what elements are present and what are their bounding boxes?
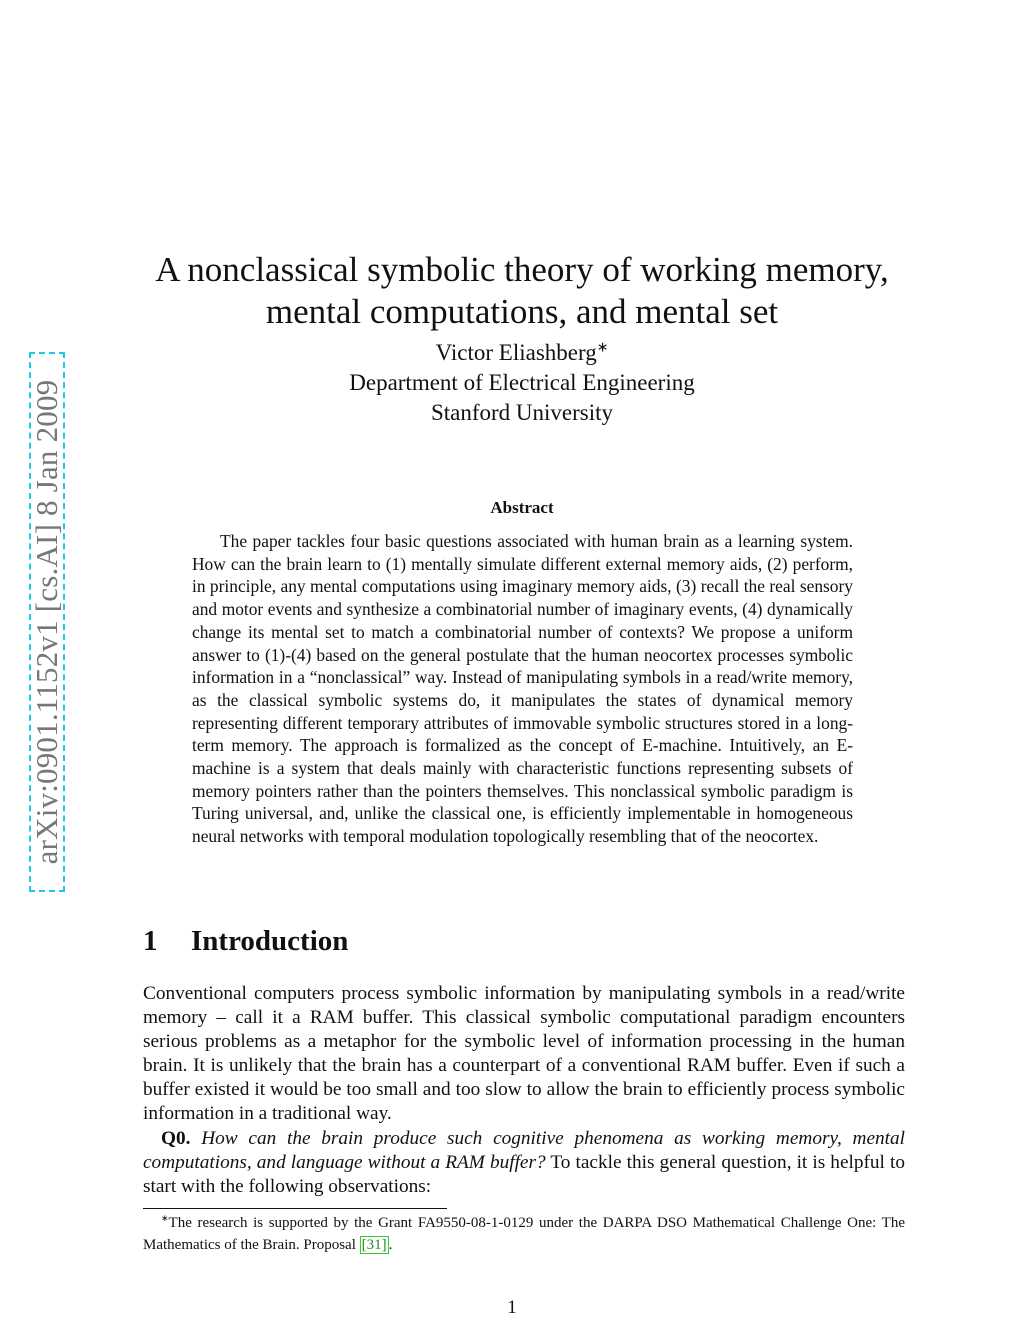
section-heading — [143, 925, 348, 958]
intro-paragraph-1: Conventional computers process symbolic information by manipulating symbols in a read/write memory – call it a RAM buffer. This classical symbolic computational paradigm encounters serious problems as a metaphor for the symbolic level of information processing in the human brain. It is unlikely that the brain has a counterpart of a conventional RAM buffer. Even if such a buffer existed it would be too small and too slow to allow the brain to efficiently process symbolic information in a traditional way. — [143, 983, 905, 1124]
section-number: 1 — [143, 925, 158, 957]
affiliation-university: Stanford University — [430, 400, 614, 425]
question-label: Q0. — [161, 1128, 191, 1149]
footnote-end: . — [388, 1237, 393, 1253]
footnote-rule — [143, 1208, 447, 1209]
arxiv-id: arXiv:0901.1152v1 [cs.AI] 8 Jan 2009 — [29, 379, 64, 865]
author-footnote-mark: ∗ — [596, 339, 609, 355]
author-block — [260, 338, 784, 428]
abstract-text: The paper tackles four basic questions associated with human brain as a learning system. How can the brain learn to (1) mentally simulate different external memory aids, (2) perform, in principle, any mental computations using imaginary memory aids, (3) recall the real sensory and motor events and synthesize a combinatorial number of imaginary events, (4) dynamically change its mental set to match a combinatorial number of contexts? We propose a uniform answer to (1)-(4) based on the general postulate that the human neocortex processes symbolic information in a “nonclassical” way. Instead of manipulating symbols in a read/write memory, as the classical symbolic systems do, it manipulates the states of dynamical memory representing different temporary attributes of immovable symbolic structures stored in a long-term memory. The approach is formalized as the concept of E-machine. Intuitively, an E-machine is a system that deals mainly with characteristic functions representing subsets of memory pointers rather than the pointers themselves. This nonclassical symbolic paradigm is Turing universal, and, unlike the classical one, is efficiently implementable in homogeneous neural networks with temporal modulation topologically resembling that of the neocortex. — [192, 531, 853, 847]
footnote — [143, 1212, 905, 1256]
author-line — [260, 338, 784, 368]
intro-paragraph-2 — [143, 1127, 905, 1199]
footnote-text: The research is supported by the Grant FA9550-08-1-0129 under the DARPA DSO Mathematical Challenge One: The Mathematics of the Brain. Proposal — [143, 1215, 905, 1253]
affiliation-department: Department of Electrical Engineering — [349, 370, 695, 395]
citation-link[interactable]: [31] — [361, 1237, 387, 1253]
title-line-2: mental computations, and mental set — [265, 292, 779, 332]
author-name: Victor Eliashberg — [435, 340, 597, 365]
question-followup: To tackle this general question, it is helpful to start with the following observations: — [143, 1152, 905, 1197]
footnote-mark: ∗ — [161, 1213, 169, 1223]
section-title: Introduction — [191, 925, 349, 957]
arxiv-stamp — [29, 352, 65, 892]
page-number: 1 — [507, 1297, 517, 1318]
title-line-1: A nonclassical symbolic theory of working memory, — [155, 250, 889, 290]
paper-title — [150, 249, 894, 333]
abstract-heading: Abstract — [490, 498, 554, 517]
question-text: How can the brain produce such cognitive phenomena as working memory, mental computations, and language without a RAM buffer? — [143, 1128, 906, 1173]
